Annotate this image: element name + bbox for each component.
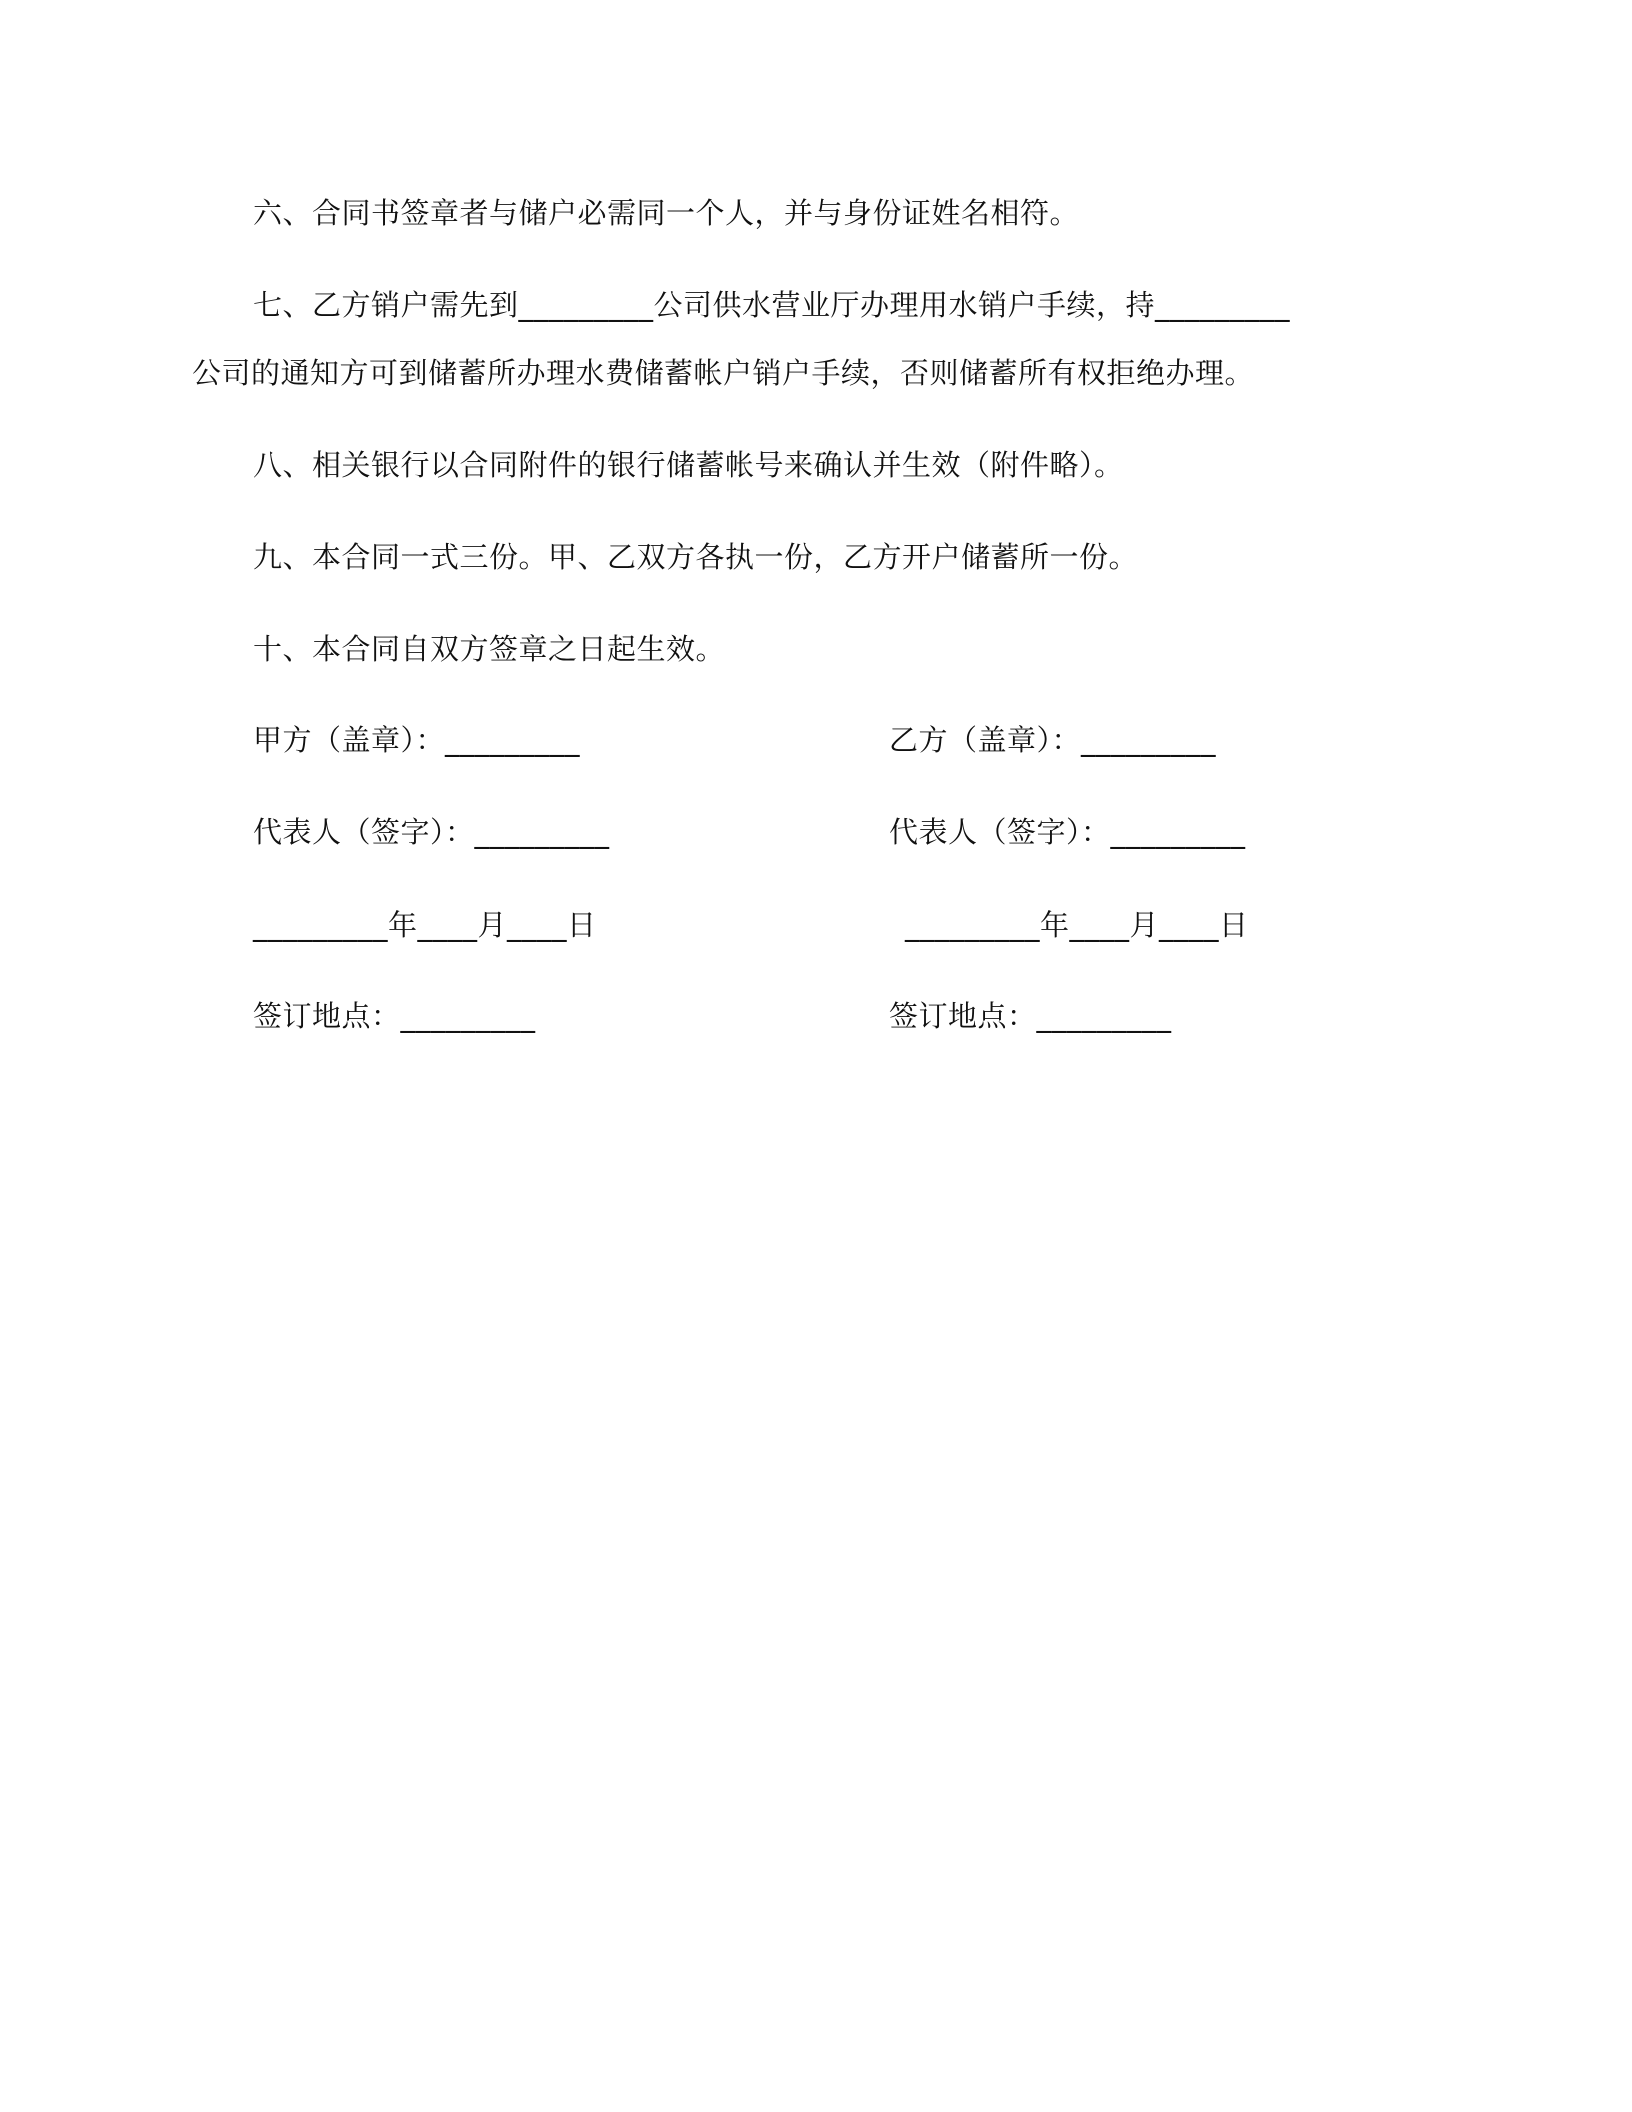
party-b-seal: 乙方（盖章）：_________ [889, 723, 1217, 757]
party-a-seal: 甲方（盖章）：_________ [253, 723, 581, 757]
clause-eight: 八、相关银行以合同附件的银行储蓄帐号来确认并生效（附件略）。 [253, 448, 1124, 482]
clause-six: 六、合同书签章者与储户必需同一个人，并与身份证姓名相符。 [253, 196, 1080, 230]
clause-seven-line-1: 七、乙方销户需先到_________公司供水营业厅办理用水销户手续，持_________ [253, 288, 1291, 322]
party-b-representative: 代表人（签字）：_________ [889, 815, 1246, 849]
party-a-representative: 代表人（签字）：_________ [253, 815, 610, 849]
party-a-date: _________年____月____日 [253, 908, 597, 942]
clause-ten: 十、本合同自双方签章之日起生效。 [253, 632, 726, 666]
party-a-place: 签订地点：_________ [253, 999, 536, 1033]
party-b-date: _________年____月____日 [905, 908, 1249, 942]
party-b-place: 签订地点：_________ [889, 999, 1172, 1033]
clause-nine: 九、本合同一式三份。甲、乙双方各执一份，乙方开户储蓄所一份。 [253, 540, 1139, 574]
clause-seven-line-2: 公司的通知方可到储蓄所办理水费储蓄帐户销户手续，否则储蓄所有权拒绝办理。 [192, 356, 1255, 390]
